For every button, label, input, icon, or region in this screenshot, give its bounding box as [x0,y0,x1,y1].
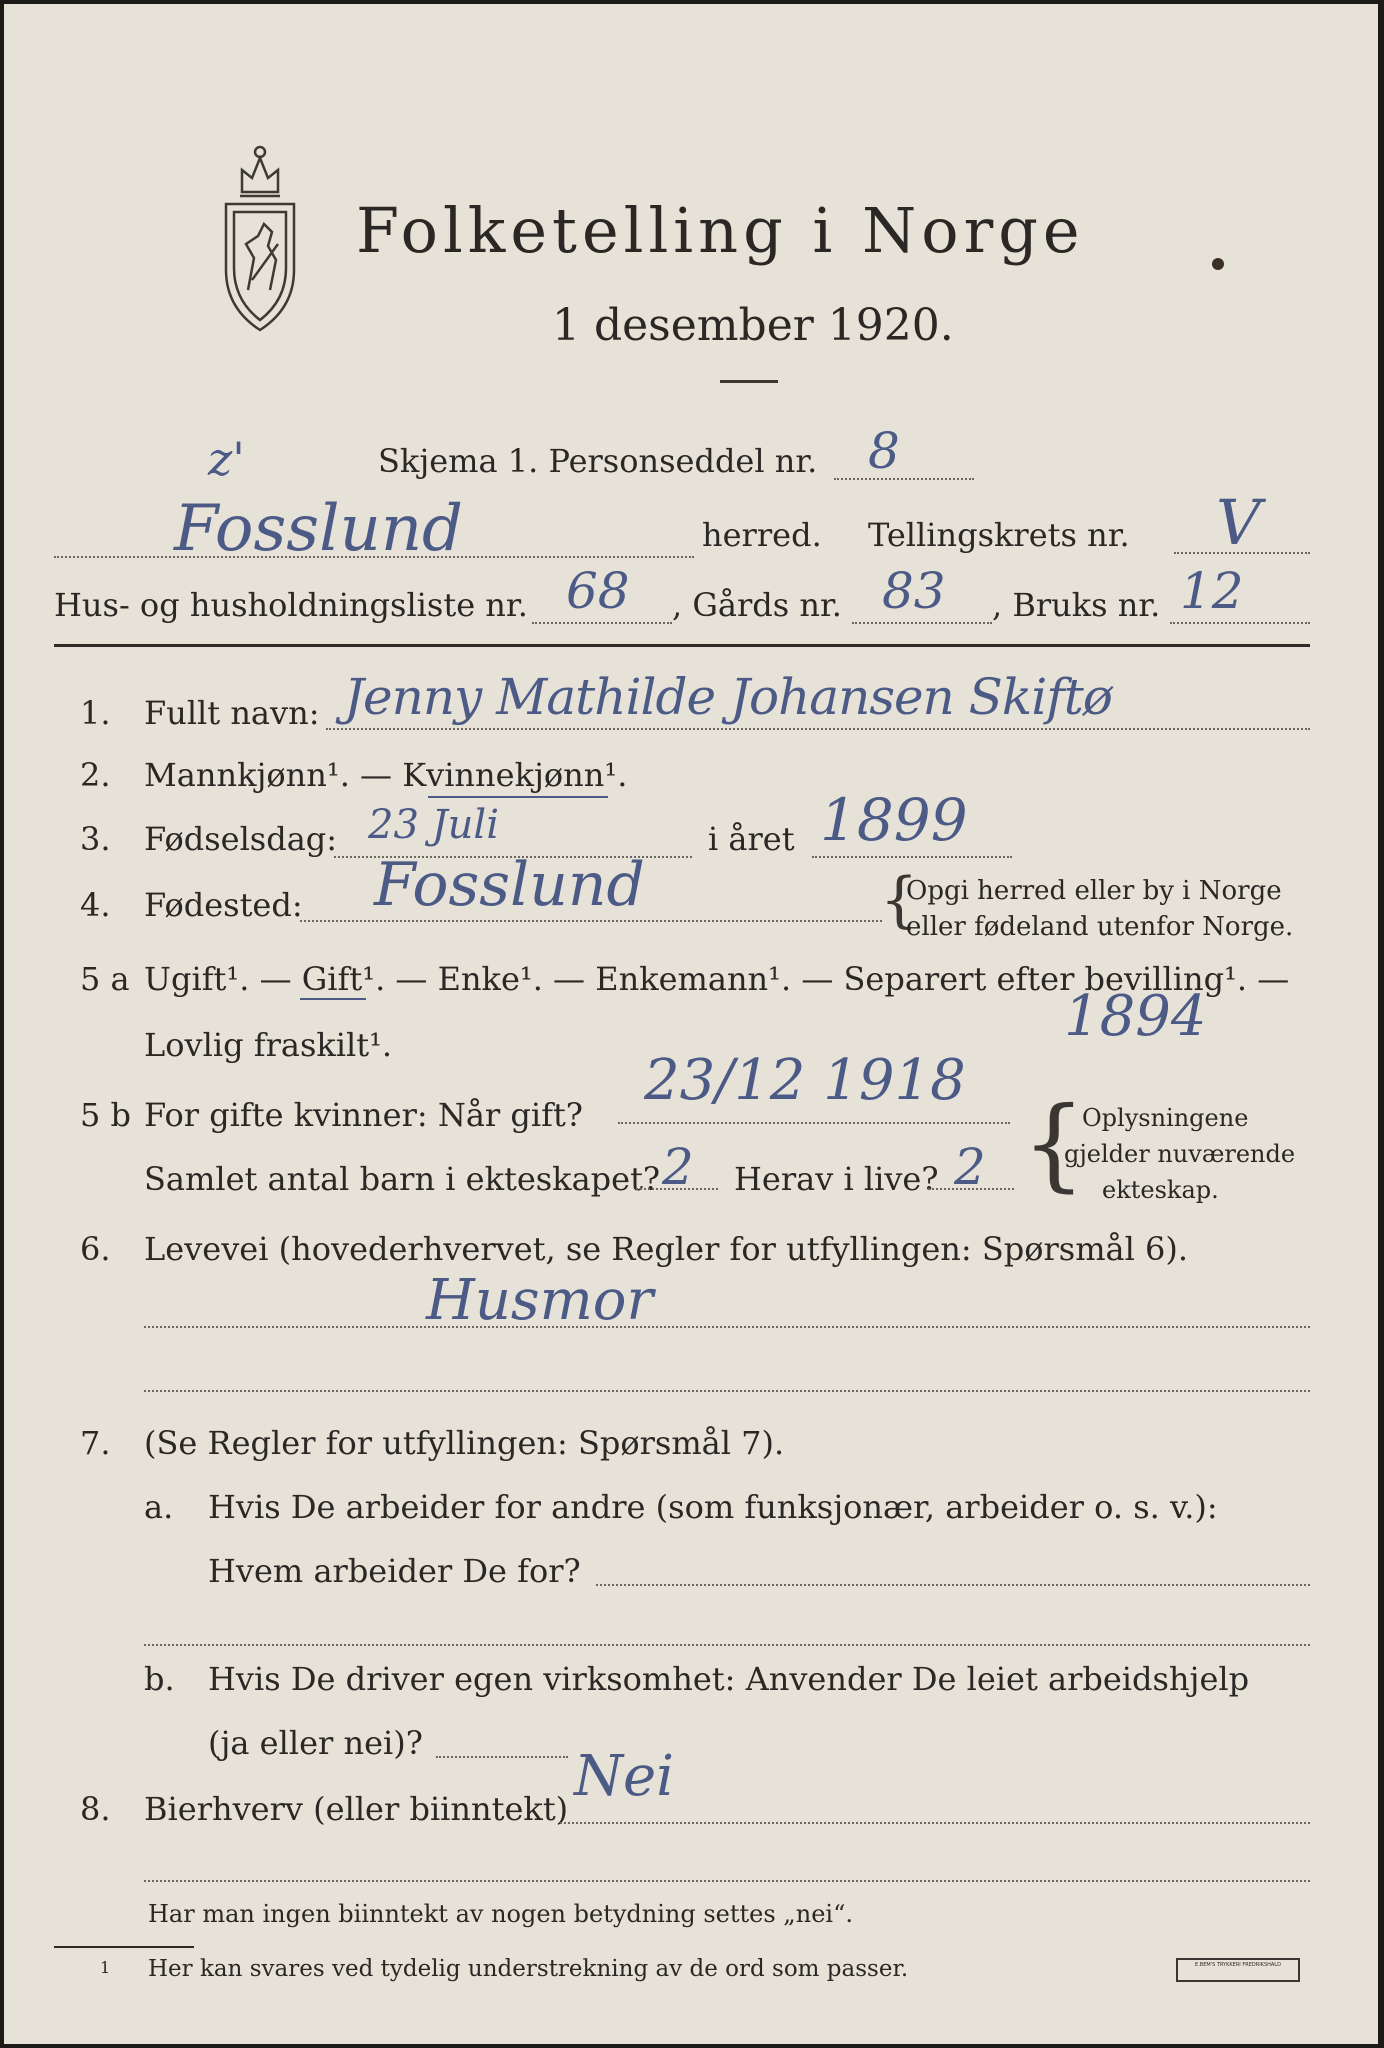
q6-line-2 [144,1390,1310,1392]
q5b-children-label: Samlet antal barn i ekteskapet? [144,1160,661,1198]
q8-value: Nei [574,1744,675,1809]
q5b-number: 5 b [80,1096,132,1134]
q7a-label: Hvis De arbeider for andre (som funksjonær, arbeider o. s. v.): [208,1488,1218,1526]
footer-note: Har man ingen biinntekt av nogen betydning settes „nei“. [148,1900,853,1928]
hus-label: Hus- og husholdningsliste nr. [54,586,528,624]
herred-value: Fosslund [174,492,463,566]
bruks-line [1170,622,1310,624]
q5a-note: 1894 [1064,984,1207,1049]
form-title: Folketelling i Norge [356,194,1085,267]
coat-of-arms-icon [212,140,308,340]
q3-year-label: i året [708,820,795,858]
krets-value: V [1216,486,1261,559]
bruks-label: , Bruks nr. [992,586,1161,624]
q6-label: Levevei (hovederhvervet, se Regler for utfyllingen: Spørsmål 6). [144,1230,1189,1268]
q7b-label-2: (ja eller nei)? [208,1724,423,1762]
gards-value: 83 [882,562,946,620]
q2-underline [428,796,608,798]
q8-label: Bierhverv (eller biinntekt) [144,1790,569,1828]
q4-brace: { [880,865,919,935]
q5b-line [618,1122,1010,1124]
q3-number: 3. [80,820,111,858]
q5b-note-3: ekteskap. [1102,1176,1219,1204]
q7a-line-1 [596,1584,1310,1586]
hus-value: 68 [566,562,630,620]
q5a-label-2: Lovlig fraskilt¹. [144,1026,393,1064]
hus-line [532,622,672,624]
q3-year-line [812,856,1012,858]
q6-line-1 [144,1326,1310,1328]
q1-line [326,728,1310,730]
q5b-value: 23/12 1918 [644,1048,966,1113]
q5b-alive-value: 2 [954,1138,986,1196]
personseddel-value: 8 [868,422,900,480]
schema-label: Skjema 1. Personseddel nr. [378,442,818,480]
printer-stamp [1176,1958,1300,1982]
q7a-label-2: Hvem arbeider De for? [208,1552,581,1590]
footnote-divider [54,1946,194,1948]
q1-label: Fullt navn: [144,694,320,732]
q3-year-value: 1899 [820,786,968,854]
q7b-label: Hvis De driver egen virksomhet: Anvender De leiet arbeidshjelp [208,1660,1250,1698]
q5a-underline [300,998,366,1000]
gards-line [852,622,992,624]
q5b-alive-label: Herav i live? [734,1160,939,1198]
herred-label: herred. [702,516,822,554]
krets-label: Tellingskrets nr. [868,516,1130,554]
q5b-note-1: Oplysningene [1082,1104,1249,1132]
gards-label: , Gårds nr. [672,586,842,624]
q5b-note-2: gjelder nuværende [1064,1140,1296,1168]
ink-spot [1212,258,1224,270]
q5b-brace: { [1022,1085,1086,1202]
q5b-label: For gifte kvinner: Når gift? [144,1096,583,1134]
q1-number: 1. [80,694,111,732]
footnote-mark: 1 [100,1958,111,1977]
q3-label: Fødselsdag: [144,820,338,858]
q5a-label: Ugift¹. — Gift¹. — Enke¹. — Enkemann¹. — Separert efter bevilling¹. — [144,960,1290,998]
form-date: 1 desember 1920. [552,300,954,351]
q7a-letter: a. [144,1488,174,1526]
q4-note-1: Opgi herred eller by i Norge [906,876,1282,906]
q8-number: 8. [80,1790,111,1828]
q4-note-2: eller fødeland utenfor Norge. [906,912,1294,942]
margin-note: z' [208,432,245,486]
q8-line-2 [144,1880,1310,1882]
q4-number: 4. [80,886,111,924]
q5b-children-value: 2 [662,1138,694,1196]
q7a-line-2 [144,1644,1310,1646]
bruks-value: 12 [1180,562,1244,620]
q6-value: Husmor [426,1268,654,1333]
q5a-number: 5 a [80,960,130,998]
printer-name: E.BEM'S TRYKKERI FREDRIKSHALD [1195,1962,1281,1968]
footnote: Her kan svares ved tydelig understrekning av de ord som passer. [148,1956,909,1982]
q7b-letter: b. [144,1660,175,1698]
census-form [4,4,1378,2044]
q1-value: Jenny Mathilde Johansen Skiftø [344,668,1112,726]
q7b-line [436,1756,568,1758]
q4-label: Fødested: [144,886,303,924]
q2-number: 2. [80,756,111,794]
q6-number: 6. [80,1230,111,1268]
q4-value: Fosslund [374,850,645,920]
q3-value: 23 Juli [368,802,499,848]
q8-line-1 [560,1822,1310,1824]
header-divider [54,644,1310,647]
personseddel-line [834,478,974,480]
q4-line [300,920,882,922]
title-divider [720,380,778,383]
q7-number: 7. [80,1424,111,1462]
q7-label: (Se Regler for utfyllingen: Spørsmål 7). [144,1424,785,1462]
q2-label: Mannkjønn¹. — Kvinnekjønn¹. [144,756,628,794]
